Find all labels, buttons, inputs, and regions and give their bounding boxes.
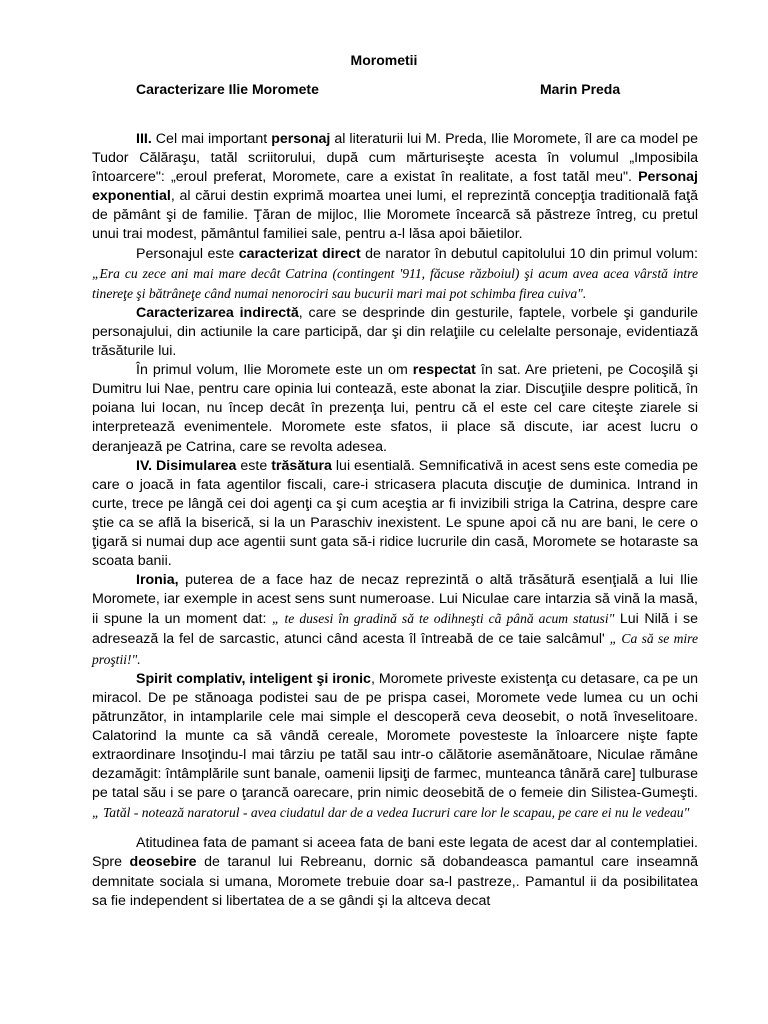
paragraph (92, 361, 698, 456)
text-run: Personajul este (136, 245, 239, 262)
bold-term: deosebire (129, 854, 197, 871)
paragraph (92, 245, 698, 304)
bold-term: Personaj exponential (92, 169, 698, 205)
quotation: „ te dusesi în gradină să te odihneşti cã până acum statusi" (271, 611, 615, 627)
document-title: Morometii (350, 52, 418, 68)
text-run: În primul volum, Ilie Moromete este un om (136, 362, 413, 379)
text-run: de taranul lui Rebreanu, dornic să dobandeasca pamantul care inseamnă demnitate sociala si umana, Moromete trebuie doar sa-l pastreze,. Pamantul ii da posibilitatea sa fie independent si libertatea de a se gândi şi la altceva decat (92, 854, 698, 909)
bold-term: personaj (271, 131, 331, 147)
paragraph (92, 571, 698, 669)
quotation: „Era cu zece ani mai mare decât Catrina (contingent '911, făcuse războiul) şi acum avea acea vârstă intre tinereţe şi bătrâneţe când numai nenorociri sau bucurii mari mai pot schimba firea cuiva". (92, 265, 698, 301)
bold-term: Ironia, (136, 572, 179, 589)
quotation: „ Ca să se mire proştii!". (92, 631, 698, 667)
document-body (92, 130, 698, 911)
text-run: al literaturii lui M. Preda, Ilie Moromete, îl are ca model pe Tudor Călăraşu, tatăl scriitorului, după cum mărturiseşte acesta în volumul „Imposibila întoarcere": „eroul preferat, Moromete, care a existat în realitate, a fost tatăl meu". (92, 131, 698, 186)
text-run: Atitudinea fata de pamant si aceea fata de bani este legata de acest dar al contemplatiei. Spre (92, 835, 698, 871)
bold-term: respectat (412, 362, 476, 379)
bold-term: Spirit complativ, inteligent şi ironic (136, 670, 371, 687)
text-run: , Moromete priveste existenţa cu detasare, ca pe un miracol. De pe stănoaga podistei sau de pe prispa casei, Moromete vede lumea cu un ochi pătrunzător, in intamplarile cele mai simple el descoperă ceva deosebit, o notă înveselitoare. Calatorind la munte ca să vândă cereale, Moromete povesteste la înloarcere nişte fapte extraordinare Insoţindu-l mai târziu pe tatăl sau intr-o călătorie asemănătoare, Niculae rămâne dezamăgit: întâmplările sunt banale, oamenii lipsiţi de farmec, munteanca tânără care] tulburase pe tatal său i se pare o ţarancă oarecare, prin nimic deosebită de o femeie din Silistea-Gumeşti. (92, 670, 698, 802)
text-run: puterea de a face haz de necaz reprezintă o altă trăsătură esenţială a lui Ilie Moromete, iar exemple in acest sens sunt numeroase. Lui Niculae care intarzia să vină la masă, ii spune la un moment dat: (92, 572, 698, 628)
paragraph (92, 130, 698, 245)
text-run: în sat. Are prieteni, pe Cocoşilă şi Dumitru lui Nae, pentru care opinia lui contează, este abonat la ziar. Discuţiile despre politică, în poiana lui Iocan, nu încep decât în prezenţa lui, pentru că el este cel care citeşte ziarele si interpretează evenimentele. Moromete este sfatos, ii place să discute, iar acest lucru o deranjează pe Catrina, care se revolta adesea. (92, 362, 698, 455)
text-run: este (236, 457, 272, 474)
bold-term: caracterizat direct (238, 245, 361, 262)
text-run: lui esentială. Semnificativă in acest sens este comedia pe care o joacă in fata agentilor fiscali, care-i stricasera placuta discuţie de duminica. Intrand in curte, trece pe lângă cei doi agenţi ca şi cum aceştia ar fi invizibili striga la Catrina, despre care ştie ca se află la biserică, si la un Paraschiv inexistent. Le spune apoi că nu are bani, le cere o ţigară si numai dup ace agentii sunt gata să-i ridice lucrurile din casă, Moromete se hotaraste sa scoata banii. (92, 457, 699, 570)
document-author: Marin Preda (540, 81, 621, 97)
paragraph (92, 304, 698, 361)
text-run: Cel mai important (151, 131, 272, 147)
text-run: de narator în debutul capitolului 10 din primul volum: (360, 245, 699, 262)
paragraph (92, 457, 698, 572)
text-run: Lui Nilă i se adresează la fel de sarcastic, atunci când acesta îl întreabă de ce taie salcâmul' (92, 611, 699, 648)
paragraph (92, 670, 698, 824)
bold-term: III. (136, 131, 152, 147)
document-subtitle: Caracterizare Ilie Moromete (136, 81, 319, 97)
quotation: „ Tatăl - notează naratorul - avea ciudatul dar de a vedea Iucruri care lor le scapau, pe care ei nu le vedeau" (92, 805, 690, 821)
bold-term: Caracterizarea indirectă (136, 304, 299, 321)
bold-term: trăsătura (271, 457, 332, 474)
paragraph (92, 834, 698, 910)
text-run: , al cărui destin exprimă moartea unei lumi, el reprezintă concepţia traditională faţă de pământ şi de familie. Ţăran de mijloc, Ilie Moromete încearcă să păstreze întreg, cu pretul unui trai modest, pământul familiei sale, pentru a-l lăsa apoi băietilor. (92, 188, 698, 243)
bold-term: IV. Disimularea (136, 457, 237, 474)
text-run: , care se desprinde din gesturile, faptele, vorbele şi gandurile personajului, din actiunile la care participă, dar şi din relaţiile cu celelalte personaje, evidentiază trăsăturile lui. (92, 304, 698, 360)
